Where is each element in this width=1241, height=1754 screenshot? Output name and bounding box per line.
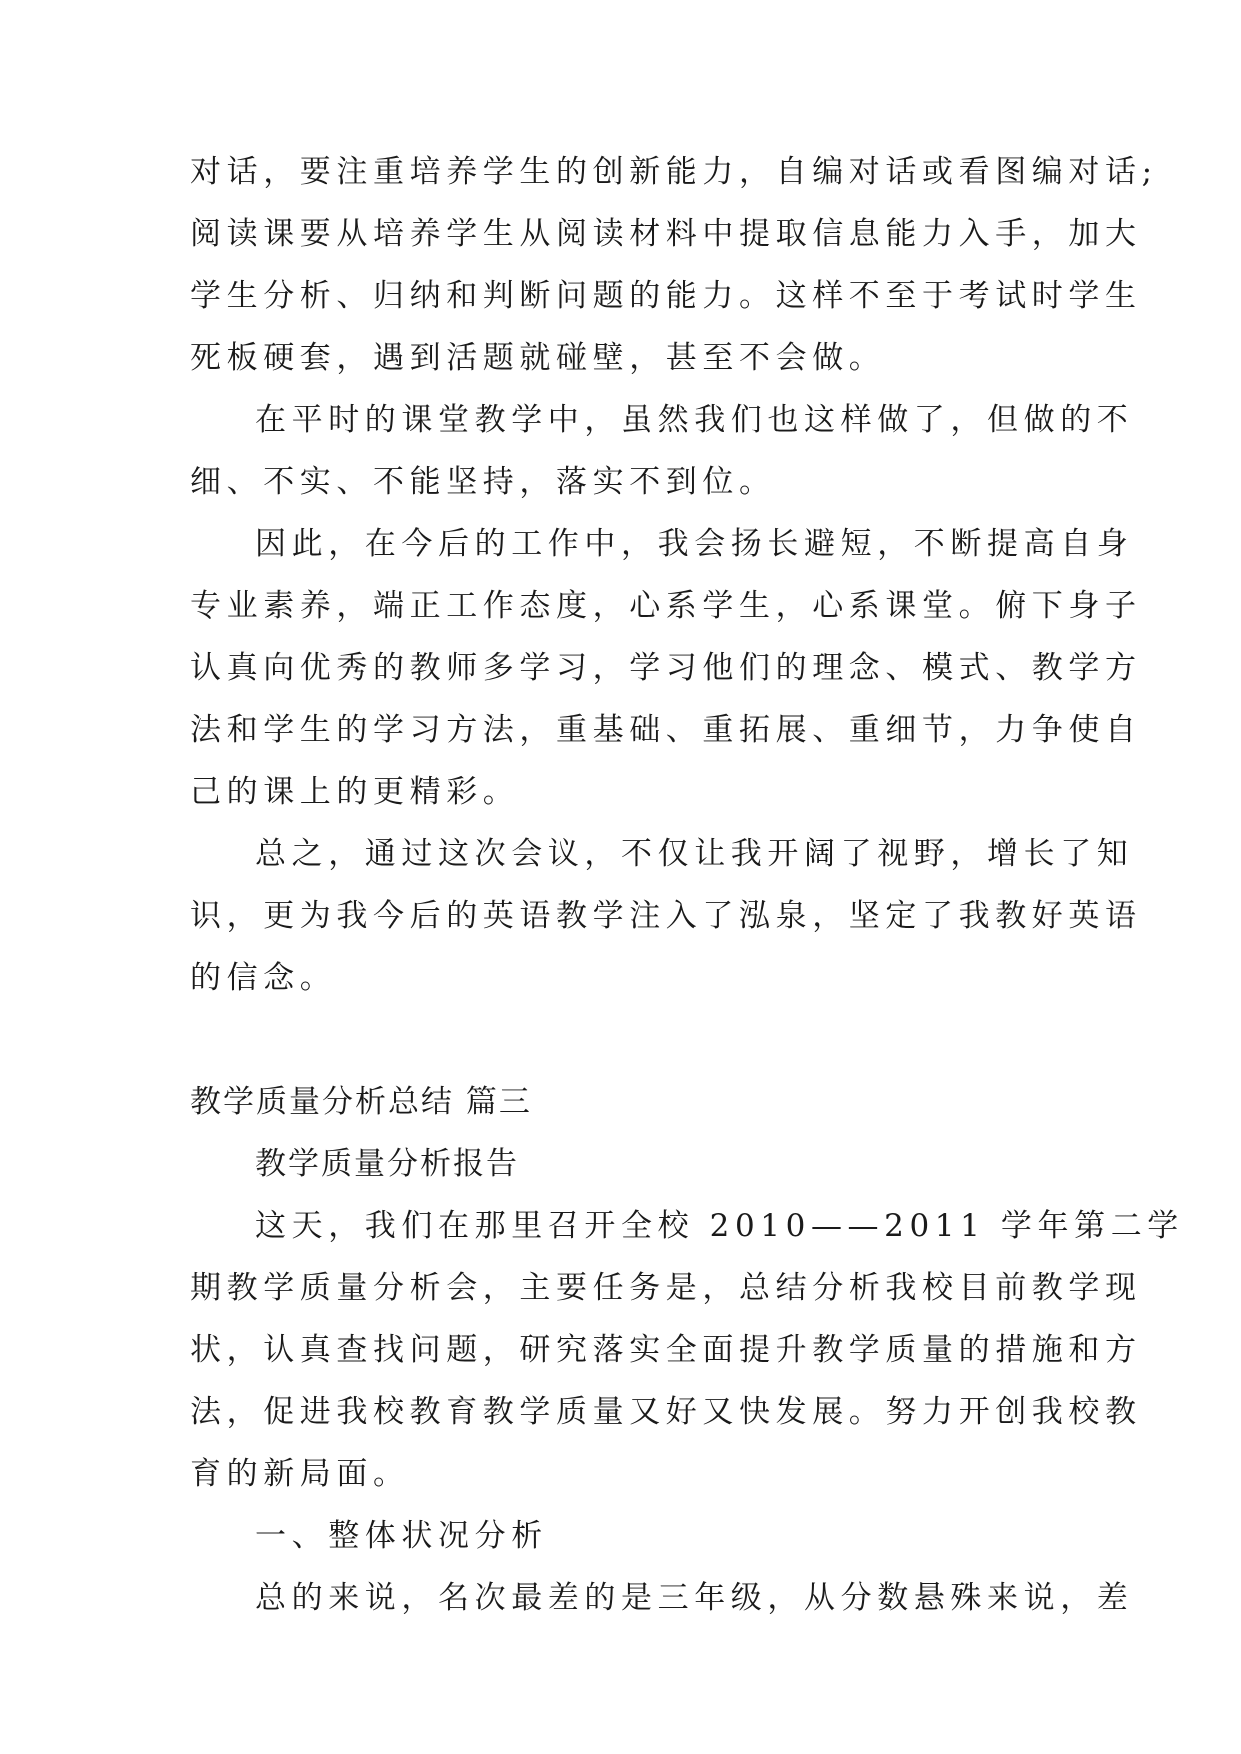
paragraph-line: 死板硬套，遇到活题就碰壁，甚至不会做。 xyxy=(190,340,886,376)
paragraph-line: 状，认真查找问题，研究落实全面提升教学质量的措施和方 xyxy=(190,1332,1142,1368)
paragraph-line: 对话，要注重培养学生的创新能力，自编对话或看图编对话; xyxy=(190,154,1158,190)
paragraph-line: 阅读课要从培养学生从阅读材料中提取信息能力入手，加大 xyxy=(190,216,1142,252)
paragraph-line: 总之，通过这次会议，不仅让我开阔了视野，增长了知 xyxy=(255,836,1134,872)
paragraph-line: 专业素养，端正工作态度，心系学生，心系课堂。俯下身子 xyxy=(190,588,1142,624)
paragraph-line: 认真向优秀的教师多学习，学习他们的理念、模式、教学方 xyxy=(190,650,1142,686)
paragraph-line: 期教学质量分析会，主要任务是，总结分析我校目前教学现 xyxy=(190,1270,1142,1306)
paragraph-line: 的信念。 xyxy=(190,960,337,996)
paragraph-line: 这天，我们在那里召开全校 2010——2011 学年第二学 xyxy=(255,1208,1184,1244)
paragraph-line: 因此，在今后的工作中，我会扬长避短，不断提高自身 xyxy=(255,526,1134,562)
paragraph-line: 法，促进我校教育教学质量又好又快发展。努力开创我校教 xyxy=(190,1394,1142,1430)
report-title: 教学质量分析报告 xyxy=(255,1146,519,1182)
paragraph-line: 己的课上的更精彩。 xyxy=(190,774,520,810)
paragraph-line: 在平时的课堂教学中，虽然我们也这样做了，但做的不 xyxy=(255,402,1134,438)
paragraph-line: 学生分析、归纳和判断问题的能力。这样不至于考试时学生 xyxy=(190,278,1142,314)
paragraph-line: 法和学生的学习方法，重基础、重拓展、重细节，力争使自 xyxy=(190,712,1142,748)
paragraph-line: 总的来说，名次最差的是三年级，从分数悬殊来说，差 xyxy=(255,1580,1134,1616)
paragraph-line: 育的新局面。 xyxy=(190,1456,410,1492)
paragraph-line: 识，更为我今后的英语教学注入了泓泉，坚定了我教好英语 xyxy=(190,898,1142,934)
paragraph-line: 细、不实、不能坚持，落实不到位。 xyxy=(190,464,776,500)
subsection-heading: 一、整体状况分析 xyxy=(255,1518,548,1554)
section-heading: 教学质量分析总结 篇三 xyxy=(190,1084,532,1120)
